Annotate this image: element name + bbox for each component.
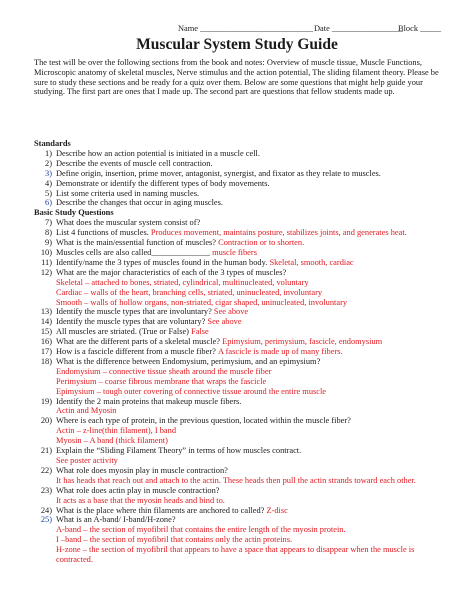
question-text: What is the place where thin filaments are anchored to called? (56, 505, 265, 515)
standards-heading: Standards (34, 139, 71, 148)
answer-line: Epimysium – tough outer covering of connective tissue around the entire muscle (56, 386, 327, 396)
question-text: Where is each type of protein, in the previous question, located within the muscle fiber? (56, 416, 351, 426)
question-item (34, 446, 454, 456)
question-number: 19) (40, 396, 52, 406)
answer-line: It acts as a base that the myosin heads and bind to. (56, 495, 225, 505)
answer-line: Smooth – walls of hollow organs, non-striated, cigar shaped, uninucleated, involuntary (56, 297, 348, 307)
standard-item (34, 179, 454, 189)
answer-line: I –band – the section of myofibril that contains only the actin proteins. (56, 535, 293, 545)
question-item (34, 397, 454, 407)
questions-list (34, 218, 454, 565)
standard-number: 6) (45, 198, 52, 208)
answer-line: Endomysium – connective tissue sheath around the muscle fiber (56, 366, 272, 376)
standard-number: 3) (45, 168, 52, 178)
answer-line: Actin – z-line(thin filament), I band (56, 426, 177, 436)
question-item (34, 416, 454, 426)
date-field: Date _________________ (314, 24, 404, 33)
question-item (34, 357, 454, 367)
question-number: 23) (40, 485, 52, 495)
standard-text: Demonstrate or identify the different types of body movements. (56, 178, 270, 188)
answer-line: See poster activity (56, 456, 118, 465)
standard-text: Define origin, insertion, prime mover, antagonist, synergist, and fixator as they relate to muscles. (56, 168, 381, 178)
basic-questions-heading: Basic Study Questions (34, 208, 114, 218)
question-item (34, 327, 454, 337)
question-text: List 4 functions of muscles. (56, 228, 149, 238)
standard-text: Describe the events of muscle cell contraction. (56, 158, 213, 168)
question-text: What is the main/essential function of muscles? (56, 238, 217, 248)
question-text: What are the major characteristics of each of the 3 types of muscles? (56, 267, 287, 277)
answer-line: Actin and Myosin (56, 406, 117, 416)
question-item (34, 515, 454, 525)
answer-text: Contraction or to shorten. (216, 238, 305, 248)
question-number: 18) (40, 356, 52, 366)
question-number: 20) (40, 416, 52, 426)
question-text: Identify the 2 main proteins that makeup muscle fibers. (56, 396, 242, 406)
question-number: 9) (45, 238, 52, 248)
standard-item (34, 198, 454, 208)
standard-item (34, 169, 454, 179)
standard-number: 1) (45, 148, 52, 158)
standard-number: 4) (45, 178, 52, 188)
question-number: 16) (40, 337, 52, 347)
question-text: What role does actin play in muscle contraction? (56, 485, 220, 495)
answer-text: muscle fibers (209, 247, 257, 257)
answer-text: A fascicle is made up of many fibers. (215, 347, 343, 357)
question-text: Identify the muscle types that are voluntary? (56, 317, 206, 327)
question-number: 25) (40, 515, 52, 525)
answer-line: Cardiac – walls of the heart, branching cells, striated, uninucleated, involuntary (56, 287, 323, 297)
answer-text: False (188, 327, 209, 337)
question-number: 13) (40, 307, 52, 317)
question-item (34, 486, 454, 496)
block-field: Block _____ (398, 24, 442, 33)
answer-line: Myosin – A band (thick filament) (56, 436, 168, 446)
answer-text: See above (211, 307, 249, 317)
question-item (34, 317, 454, 327)
page-title: Muscular System Study Guide (136, 36, 338, 53)
question-text: Identify the muscle types that are involuntary? (56, 307, 212, 317)
question-number: 17) (40, 347, 52, 357)
answer-line: Perimysium – coarse fibrous membrane that wraps the fascicle (56, 376, 267, 386)
answer-line: H-zone – the section of myofibril that appears to have a space that appears to disappear when the muscle is contracted. (56, 545, 415, 565)
question-number: 11) (41, 257, 52, 267)
question-text: What role does myosin play in muscle contraction? (56, 465, 228, 475)
standard-text: Describe the changes that occur in aging muscles. (56, 198, 223, 208)
question-text: Identify/name the 3 types of muscles found in the human body. (56, 257, 268, 267)
question-number: 22) (40, 465, 52, 475)
answer-text: Skeletal, smooth, cardiac (267, 257, 354, 267)
question-number: 21) (40, 446, 52, 456)
question-text: What does the muscular system consist of? (56, 218, 201, 228)
content (34, 139, 454, 565)
standard-item (34, 149, 454, 159)
standards-list (34, 149, 454, 208)
question-number: 7) (45, 218, 52, 228)
question-number: 24) (40, 505, 52, 515)
question-text: Explain the “Sliding Filament Theory” in terms of how muscles contract. (56, 446, 302, 456)
question-text: Muscles cells are also called______________ (56, 247, 210, 257)
question-item (34, 248, 454, 258)
answer-line: It has heads that reach out and attach to the actin. These heads then pull the actin strands toward each other. (56, 475, 416, 485)
answer-text: See above (205, 317, 242, 327)
question-item (34, 258, 454, 268)
question-item (34, 506, 454, 516)
question-item (34, 238, 454, 248)
question-text: All muscles are striated. (True or False) (56, 327, 189, 337)
name-field: Name ___________________________ (178, 24, 314, 33)
question-number: 8) (45, 228, 52, 238)
answer-text: Epimysium, perimysium, fascicle, endomysium (220, 337, 383, 347)
question-text: How is a fascicle different from a muscle fiber? (56, 347, 216, 357)
question-item (34, 307, 454, 317)
intro-paragraph: The test will be over the following sections from the book and notes: Overview of muscle tissue, Muscle Functions, Microscopic anatomy of skeletal muscles, Nerve stimulus and the action potential, The sliding filament theory. Please be sure to study these sections and be ready for a quiz over them. Below are some questions that might help guide your studying. The first part are ones that I made up. The second part are questions that fellow students made up. (34, 58, 439, 97)
question-number: 14) (40, 317, 52, 327)
question-item (34, 466, 454, 476)
question-text: What is an A-band/ I-band/H-zone? (56, 515, 176, 525)
standard-text: Describe how an action potential is initiated in a muscle cell. (56, 148, 260, 158)
question-number: 10) (40, 247, 52, 257)
question-item (34, 337, 454, 347)
standard-item (34, 159, 454, 169)
question-number: 15) (40, 327, 52, 337)
answer-line: Skeletal – attached to bones, striated, cylindrical, multinucleated, voluntary (56, 277, 309, 287)
question-text: What are the different parts of a skeletal muscle? (56, 337, 221, 347)
standard-text: List some criteria used in naming muscles. (56, 188, 200, 198)
answer-text: Produces movement, maintains posture, stabilizes joints, and generates heat. (148, 228, 407, 238)
question-item (34, 218, 454, 228)
question-item (34, 268, 454, 278)
question-item (34, 228, 454, 238)
question-number: 12) (40, 267, 52, 277)
question-item (34, 347, 454, 357)
standard-number: 2) (45, 158, 52, 168)
standard-item (34, 189, 454, 199)
answer-text: Z-disc (264, 505, 288, 515)
standard-number: 5) (45, 188, 52, 198)
answer-line: A-band – the section of myofibril that contains the entire length of the myosin protein. (56, 525, 346, 535)
question-text: What is the difference between Endomysium, perimysium, and an epimysium? (56, 356, 321, 366)
